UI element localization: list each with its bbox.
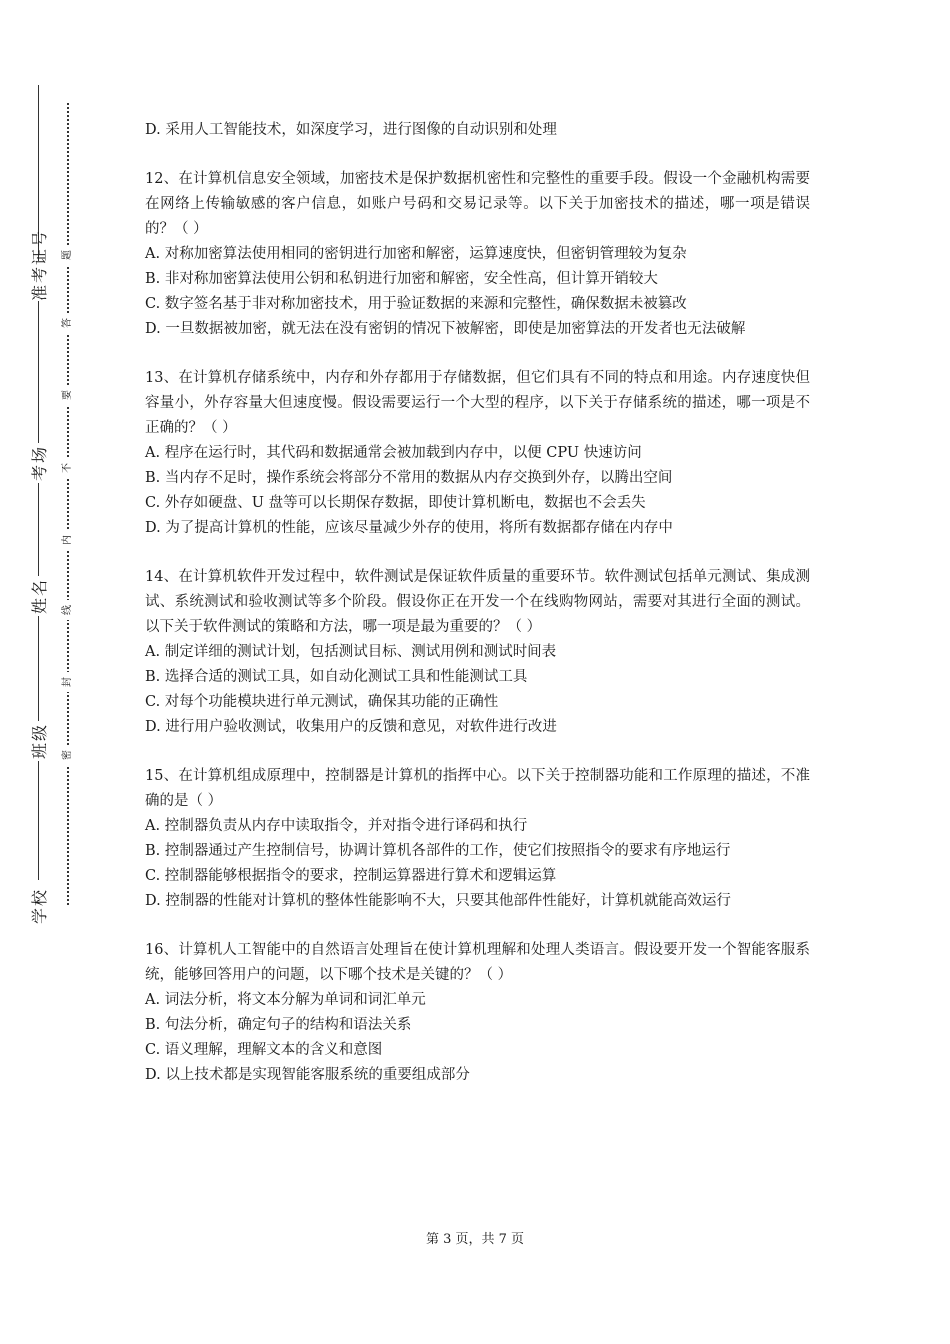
question-14 [145,565,810,740]
option-a: A. 控制器负责从内存中读取指令，并对指令进行译码和执行 [145,818,528,834]
option-a: A. 程序在运行时，其代码和数据通常会被加载到内存中，以便 CPU 快速访问 [145,445,642,461]
option-d: D. 为了提高计算机的性能，应该尽量减少外存的使用，将所有数据都存储在内存中 [145,520,673,536]
option-d: D. 以上技术都是实现智能客服系统的重要组成部分 [145,1067,470,1083]
question-13 [145,366,810,541]
option-b: B. 当内存不足时，操作系统会将部分不常用的数据从内存交换到外存，以腾出空间 [145,470,673,486]
option-b: B. 选择合适的测试工具，如自动化测试工具和性能测试工具 [145,669,528,685]
option-d: D. 控制器的性能对计算机的整体性能影响不大，只要其他部件性能好，计算机就能高效运行 [145,893,731,909]
question-stem: 15、在计算机组成原理中，控制器是计算机的指挥中心。以下关于控制器功能和工作原理的描述，不准确的是（ ） [145,768,810,809]
name-label: 姓名 [30,578,49,615]
option-c: C. 语义理解，理解文本的含义和意图 [145,1042,383,1058]
option-c: C. 控制器能够根据指令的要求，控制运算器进行算术和逻辑运算 [145,868,557,884]
seal-char-da: 答 [59,313,77,333]
seal-char-xian: 线 [59,600,77,620]
exam-content [145,118,810,1112]
option-c: C. 对每个功能模块进行单元测试，确保其功能的正确性 [145,694,499,710]
option-b: B. 控制器通过产生控制信号，协调计算机各部件的工作，使它们按照指令的要求有序地运行 [145,843,731,859]
option-b: B. 句法分析，确定句子的结构和语法关系 [145,1017,412,1033]
option-c: C. 外存如硬盘、U 盘等可以长期保存数据，即使计算机断电，数据也不会丢失 [145,495,646,511]
seal-char-mi: 密 [59,745,77,765]
question-15 [145,764,810,914]
question-stem: 14、在计算机软件开发过程中，软件测试是保证软件质量的重要环节。软件测试包括单元测试、集成测试、系统测试和验收测试等多个阶段。假设你正在开发一个在线购物网站，需要对其进行全面的测试。以下关于软件测试的策略和方法，哪一项是最为重要的？（ ） [145,569,810,635]
school-label: 学校 [30,888,49,925]
seal-char-bu: 不 [59,458,77,478]
option-a: A. 词法分析，将文本分解为单词和词汇单元 [145,992,426,1008]
seal-char-nei: 内 [59,530,77,550]
question-12 [145,167,810,342]
seal-char-yao: 要 [59,385,77,405]
binding-dotted-line [67,103,69,905]
seal-char-feng: 封 [59,672,77,692]
option-d: D. 进行用户验收测试，收集用户的反馈和意见，对软件进行改进 [145,719,557,735]
question-16 [145,938,810,1088]
page-number: 第 3 页，共 7 页 [425,1232,525,1247]
option-d: D. 一旦数据被加密，就无法在没有密钥的情况下被解密，即使是加密算法的开发者也无法破解 [145,321,746,337]
option-a: A. 制定详细的测试计划，包括测试目标、测试用例和测试时间表 [145,644,557,660]
question-stem: 16、计算机人工智能中的自然语言处理旨在使计算机理解和处理人类语言。假设要开发一个智能客服系统，能够回答用户的问题，以下哪个技术是关键的？（ ） [145,942,810,983]
admission-number-label: 准考证号 [30,228,49,301]
question-stem: 13、在计算机存储系统中，内存和外存都用于存储数据，但它们具有不同的特点和用途。内存速度快但容量小，外存容量大但速度慢。假设需要运行一个大型的程序，以下关于存储系统的描述，哪一项是不正确的？（ ） [145,370,810,436]
class-label: 班级 [30,723,49,760]
binding-margin [0,0,110,1344]
option-a: A. 对称加密算法使用相同的密钥进行加密和解密，运算速度快，但密钥管理较为复杂 [145,246,687,262]
option-c: C. 数字签名基于非对称加密技术，用于验证数据的来源和完整性，确保数据未被篡改 [145,296,687,312]
question-stem: 12、在计算机信息安全领域，加密技术是保护数据机密性和完整性的重要手段。假设一个金融机构需要在网络上传输敏感的客户信息，如账户号码和交易记录等。以下关于加密技术的描述，哪一项是错误的？（ ） [145,171,810,237]
exam-room-label: 考场 [30,445,49,482]
option-b: B. 非对称加密算法使用公钥和私钥进行加密和解密，安全性高，但计算开销较大 [145,271,658,287]
seal-char-ti: 题 [59,245,77,265]
previous-question-option-d: D. 采用人工智能技术，如深度学习，进行图像的自动识别和处理 [145,122,557,138]
